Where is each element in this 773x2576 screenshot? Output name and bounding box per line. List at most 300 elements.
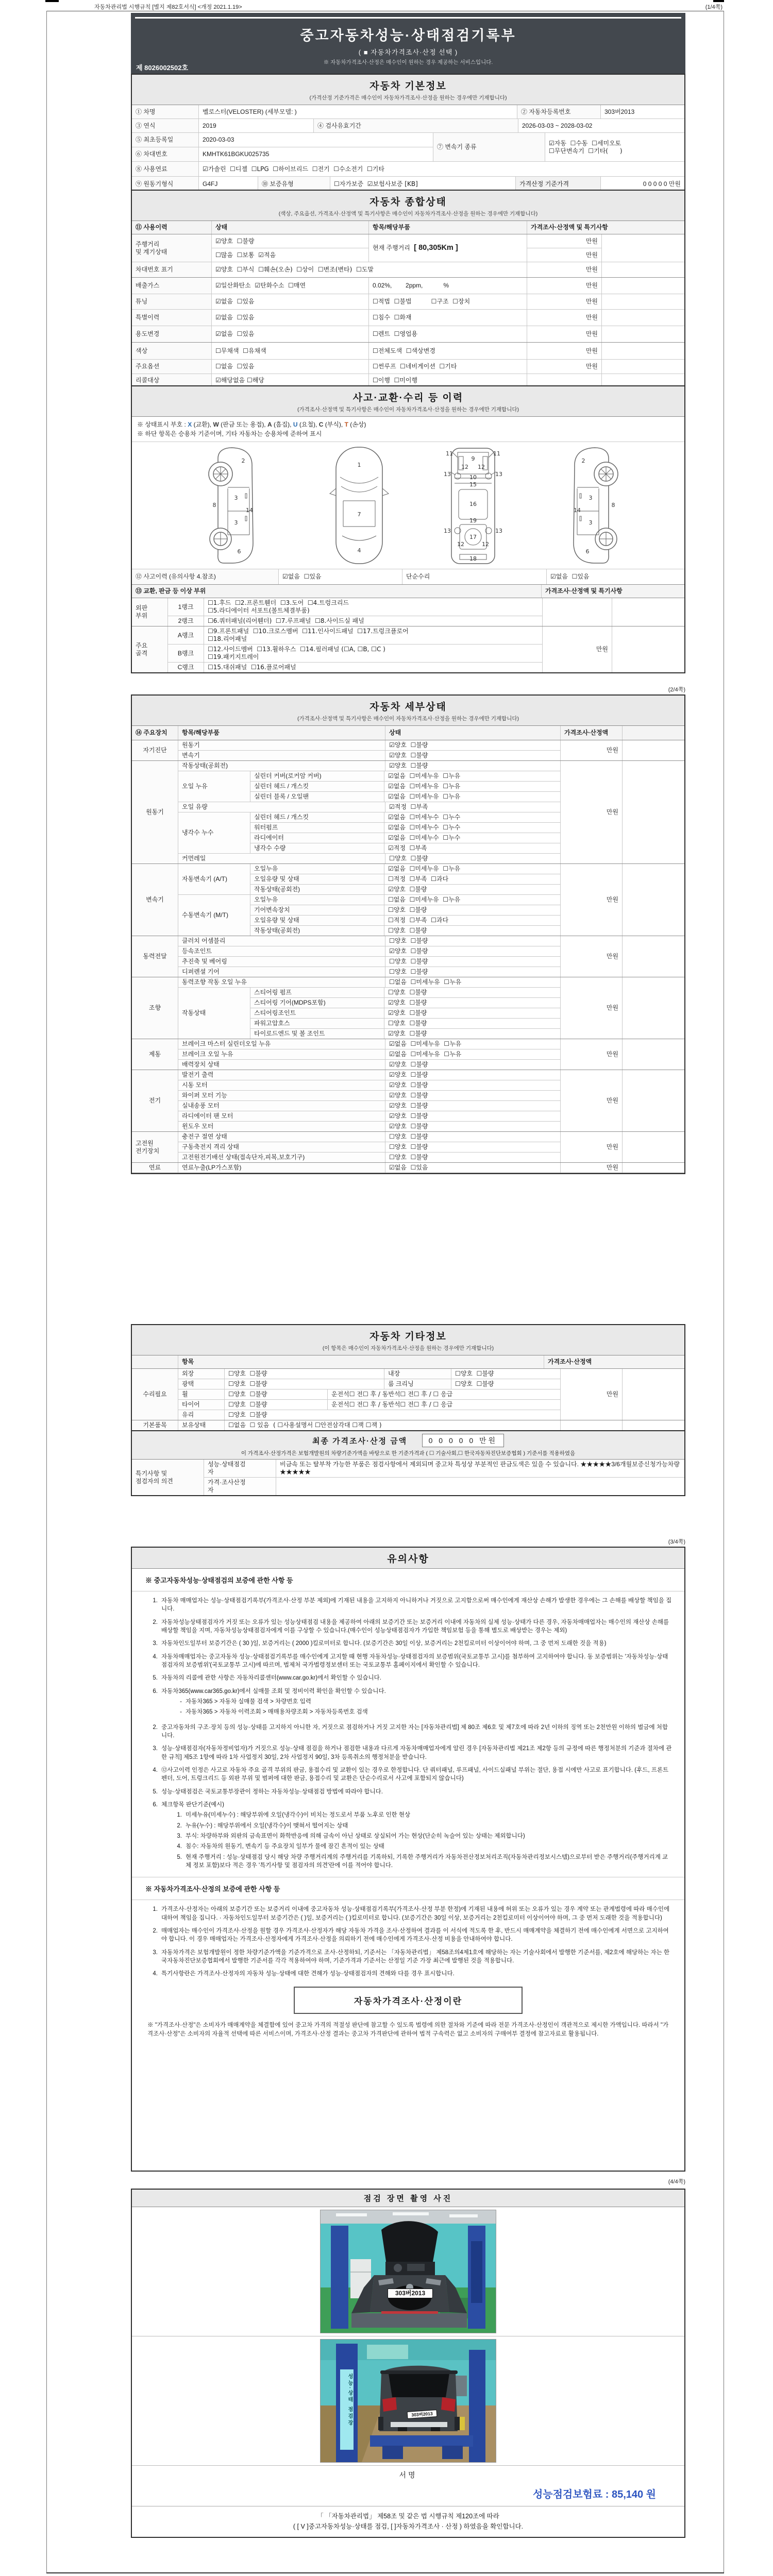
table-row bbox=[132, 343, 684, 360]
checkbox-cell[interactable]: ☐양호 ☐불량 bbox=[225, 1379, 384, 1389]
panel-number: 13 bbox=[495, 471, 502, 478]
checkbox-cell[interactable]: ☐적정 ☐부족 ☐과다 bbox=[388, 875, 449, 883]
notices-title: 유의사항 bbox=[387, 1554, 429, 1565]
left-rule bbox=[46, 11, 47, 2573]
table-row bbox=[132, 133, 684, 162]
table-row bbox=[178, 1101, 560, 1111]
notice-text: 특기사항란은 가격조사·산정자의 자동차 성능·상태에 대한 견해가 성능·상태점검자의 견해와 다를 경우 표시합니다. bbox=[161, 1971, 455, 1977]
checkbox-cell[interactable]: 운전석☐ 전☐ 후 / 동반석☐ 전☐ 후 / ☐ 응급 bbox=[331, 1391, 453, 1398]
cell-val: 2019 bbox=[199, 119, 314, 132]
detail-band bbox=[132, 696, 684, 726]
etc-band bbox=[132, 1325, 684, 1355]
checkbox-cell[interactable]: ☐양호 ☐불량 bbox=[225, 1369, 384, 1379]
cell-glab: 고전원 전기장치 bbox=[132, 1132, 178, 1162]
checkbox-cell[interactable]: ☐이행 ☐미이행 bbox=[369, 374, 527, 386]
table-row bbox=[178, 988, 560, 1039]
cell-subhead: 항목/해당부품 bbox=[369, 221, 527, 234]
notice-subnumber: 5. bbox=[177, 1854, 182, 1860]
notice-subtext: 누유(누수) : 해당부위에서 오일(냉각수)이 맺혀서 떨어지는 상태 bbox=[186, 1822, 348, 1829]
checkbox-cell[interactable]: ☑양호 ☐불량 bbox=[388, 999, 427, 1006]
cell-ilab: B랭크 bbox=[168, 645, 204, 662]
table-row bbox=[178, 1111, 560, 1122]
cell-val: 벨로스터(VELOSTER) (세부모델: ) bbox=[199, 105, 517, 118]
section-photos bbox=[131, 2189, 685, 2538]
notice-subtext: 미세누유(미세누수) : 해당부위에 오일(냉각수)이 비치는 정도로서 부품 노후로 인한 현상 bbox=[186, 1812, 411, 1819]
checkbox-cell[interactable]: ☑없음 ☐미세누유 ☐누유 bbox=[388, 772, 461, 779]
table-row bbox=[132, 278, 684, 294]
checkbox-cell[interactable]: ☑양호 ☐불량 bbox=[389, 1102, 428, 1109]
cell-ilab2: 충전구 절연 상태 bbox=[178, 1132, 385, 1142]
checkbox-cell[interactable]: ☑적정 ☐부족 bbox=[389, 803, 428, 810]
cell-stack bbox=[178, 1132, 561, 1162]
checkbox-cell[interactable]: ☑없음 ☐미세누수 ☐누수 bbox=[388, 834, 461, 841]
notice-text: 성능·상태점검자(자동차정비업자)가 거짓으로 성능·상태 점검을 하거나 점검한 내용과 다르게 자동차매매업자에게 알린 경우 [자동차관리법 제21조 제2항 등의 규정에 따른 행정처분의 기준과 절차에 관한 규칙] 제5조 1항에 따라 1차 사업정지 30일, 2차 사업정지 90일, 3차 등록취소의 행정처분을 받습니다. bbox=[161, 1745, 672, 1760]
table-row bbox=[178, 1389, 560, 1400]
checkbox-cell[interactable]: ☑양호 ☐불량 bbox=[389, 741, 428, 749]
cell-ilab: 2랭크 bbox=[168, 616, 204, 626]
checkbox-cell[interactable]: ☐양호 ☐불량 bbox=[389, 1143, 428, 1150]
checkbox-cell[interactable]: ☑양호 ☐불량 bbox=[389, 762, 428, 769]
table-row bbox=[178, 1039, 560, 1049]
cell-slab: 실린더 헤드 / 개스킷 bbox=[250, 782, 384, 791]
table-row bbox=[250, 812, 560, 823]
cell-price: 만원 bbox=[561, 1039, 623, 1070]
photos-band bbox=[132, 2190, 684, 2207]
notices-band bbox=[132, 1548, 684, 1569]
cell-note bbox=[623, 761, 684, 863]
photo-front-illustration bbox=[321, 2210, 496, 2333]
checkbox-cell[interactable]: ☐1.후드 ☐2.프론트휀더 ☐3.도어 ☐4.트렁크리드 ☐5.라디에이터 서포트(볼트체결부품) bbox=[208, 599, 349, 614]
checkbox-cell[interactable]: ☑양호 ☐불량 bbox=[389, 1112, 428, 1120]
checkbox-cell[interactable]: ☑없음 ☐미세누유 ☐누유 bbox=[389, 1050, 462, 1058]
table-row bbox=[250, 864, 560, 874]
notice-number: 1. bbox=[153, 1598, 158, 1604]
notice-text: 성능·상태점검은 국토교통부장관이 정하는 자동차성능·상태점검 방법에 따라야 합니다. bbox=[161, 1788, 383, 1795]
table-row bbox=[132, 1070, 684, 1132]
cell-stack bbox=[178, 1070, 561, 1131]
price-survey-info-box: 자동차가격조사·산정이란 bbox=[294, 1987, 523, 2014]
cell-ilab: 룸 크리닝 bbox=[384, 1379, 451, 1389]
checkbox-cell[interactable]: ☑양호 ☐불량 bbox=[389, 947, 428, 955]
checkbox-cell[interactable]: ☑양호 ☐불량 bbox=[215, 237, 255, 245]
table-row bbox=[132, 162, 684, 177]
table-row bbox=[204, 1460, 684, 1478]
table-row bbox=[250, 988, 560, 998]
checkbox-cell[interactable]: ☐양호 ☐불량 bbox=[388, 1020, 427, 1027]
cell-ilab2: 원동기 bbox=[178, 740, 385, 750]
checkbox-cell[interactable]: ☑없음 ☐있음 bbox=[212, 310, 369, 326]
panel-number: 16 bbox=[469, 501, 477, 507]
panel-number: 12 bbox=[482, 541, 489, 548]
checkbox-cell[interactable]: ☑양호 ☐불량 bbox=[388, 1030, 427, 1037]
cell-ilab2: 고전원전기배선 상태(접속단자,피복,보호기구) bbox=[178, 1153, 385, 1162]
checkbox-cell[interactable]: ☐12.사이드멤버 ☐13.휠하우스 ☐14.필러패널 (☐A, ☐B, ☐C ) ☐19.패키지트레이 bbox=[208, 646, 385, 660]
table-row bbox=[132, 147, 433, 161]
notice-item bbox=[144, 1618, 672, 1635]
crop-mark-right bbox=[713, 0, 724, 2]
report-note: ※ 자동차가격조사·산정은 매수인이 원하는 경우 제공하는 서비스입니다. bbox=[323, 59, 493, 65]
checkbox-cell[interactable]: ☐양호 ☐불량 bbox=[389, 937, 428, 944]
notice-subitem bbox=[169, 1822, 672, 1830]
cell-glab: 조향 bbox=[132, 977, 178, 1039]
notice-subitem bbox=[169, 1708, 672, 1716]
cell-subhead: 상태 bbox=[385, 726, 561, 740]
section-notices bbox=[131, 1547, 685, 2172]
checkbox-cell[interactable]: ☑양호 ☐불량 bbox=[388, 886, 427, 893]
overall-band bbox=[132, 191, 684, 221]
cell-price: 만원 bbox=[561, 761, 623, 863]
cell-price bbox=[527, 374, 602, 386]
table-row bbox=[212, 248, 368, 262]
car-diagram-svg bbox=[140, 444, 676, 567]
checkbox-cell[interactable]: ☑없음 ☐미세누수 ☐누수 bbox=[388, 824, 461, 831]
table-row bbox=[178, 1163, 560, 1173]
cell-ilab2: 와이퍼 모터 기능 bbox=[178, 1091, 385, 1100]
table-row bbox=[132, 360, 684, 374]
cell-lab: 용도변경 bbox=[132, 326, 212, 342]
checkbox-cell[interactable]: ☐양호 ☐불량 bbox=[389, 1154, 428, 1161]
cell-ilab: 수동변속기 (M/T) bbox=[178, 895, 250, 936]
checkbox-cell[interactable]: ☑양호 ☐불량 bbox=[389, 1123, 428, 1130]
panel-number: 14 bbox=[574, 507, 581, 514]
notice-item bbox=[144, 1687, 672, 1717]
notices-head-1: ※ 중고자동차성능·상태점검의 보증에 관한 사항 등 bbox=[132, 1569, 684, 1591]
table-row bbox=[178, 1080, 560, 1091]
cell-slab: 작동상태(공회전) bbox=[250, 926, 384, 936]
notice-subnumber: 1. bbox=[177, 1812, 182, 1819]
table-row bbox=[527, 248, 601, 262]
notice-number: 4. bbox=[153, 1767, 158, 1773]
cell-note bbox=[602, 262, 684, 277]
checkbox-cell[interactable]: ☐9.프론트패널 ☐10.크로스멤버 ☐11.인사이드패널 ☐17.트렁크플로어 ☐18.리어패널 bbox=[208, 628, 409, 642]
table-row bbox=[132, 726, 684, 740]
notice-text: 자동차365(www.car365.go.kr)에서 실매물 조회 및 정비이력 확인을 확인할 수 있습니다. - 자동차365 > 자동차 실매물 검색 > 차량번호 입력 - 자동차365 > 자동차 이력조회 > 매매용차량조회 > 자동차등록번호 검색 bbox=[161, 1687, 672, 1717]
basic-info-title: 자동차 기본정보 bbox=[369, 81, 447, 92]
cell-lab: ① 차명 bbox=[132, 105, 199, 118]
table-row bbox=[204, 1478, 684, 1495]
cell-subhead bbox=[623, 726, 684, 740]
cell-slab: 기어변속장치 bbox=[250, 905, 384, 915]
checkbox-cell[interactable]: ☐많음 ☐보통 ☑적음 bbox=[215, 251, 276, 259]
table-row bbox=[132, 864, 684, 936]
cell-slab: 스티어링 기어(MDPS포함) bbox=[250, 998, 384, 1008]
checkbox-cell[interactable]: ☐없음 ☐있음 bbox=[212, 360, 369, 374]
table-row bbox=[132, 374, 684, 386]
checkbox-cell[interactable]: ☑없음 ☐있음 bbox=[279, 569, 402, 584]
checkbox-cell[interactable]: ☐렌트 ☐영업용 bbox=[369, 326, 527, 342]
table-row bbox=[250, 998, 560, 1008]
cell-glab: 기본품목 bbox=[132, 1420, 178, 1430]
panel-number: 8 bbox=[611, 502, 615, 509]
etc-title: 자동차 기타정보 bbox=[369, 1331, 447, 1342]
cell-note bbox=[602, 234, 684, 262]
cell-slab: 워터펌프 bbox=[250, 823, 384, 833]
table-row bbox=[250, 1019, 560, 1029]
cell-ilab2: 변속기 bbox=[178, 751, 385, 760]
table-row bbox=[132, 1163, 684, 1173]
accident-history-table bbox=[132, 569, 684, 672]
cell-price: 만원 bbox=[561, 740, 623, 760]
cell-subhead: ⑪ 사용이력 bbox=[132, 221, 212, 234]
table-row bbox=[132, 294, 684, 310]
table-row bbox=[178, 1400, 560, 1410]
checkbox-cell[interactable]: ☑일산화탄소 ☑탄화수소 ☐매연 bbox=[212, 278, 369, 294]
cell-val: 0.02%, 2ppm, % bbox=[369, 278, 527, 294]
final-price-value: 0 0 0 0 0 만원 bbox=[422, 1434, 504, 1447]
checkbox-cell[interactable]: ☐양호 ☐불량 bbox=[228, 1411, 267, 1418]
checkbox-cell[interactable]: ☐적법 ☐불법 ☐구조 ☐장치 bbox=[369, 294, 527, 309]
checkbox-cell[interactable]: ☑양호 ☐불량 bbox=[389, 1071, 428, 1078]
panel-number: 2 bbox=[581, 457, 585, 464]
cell-subhead: 가격조사·산정액 및 특기사항 bbox=[527, 221, 684, 234]
checkbox-cell[interactable]: ☑없음 ☐미세누유 ☐누유 bbox=[389, 1040, 462, 1047]
cell-ilab2: 추진축 및 베어링 bbox=[178, 957, 385, 967]
checkbox-cell[interactable]: ☑양호 ☐불량 bbox=[389, 1081, 428, 1089]
table-row bbox=[250, 1029, 560, 1039]
checkbox-cell[interactable]: ☐양호 ☐불량 bbox=[388, 906, 427, 913]
cell-price: 만원 bbox=[527, 294, 602, 309]
cell-slab: 실린더 블록 / 오일팬 bbox=[250, 792, 384, 802]
history-title: 사고·교환·수리 등 이력 bbox=[352, 393, 464, 403]
cell-stack bbox=[527, 234, 602, 262]
notice-text: 자동차가격은 보험개발원이 정한 차량기준가액을 기준가격으로 조사·산정하되, 기준서는 「자동차관리법」 제58조의4제1호에 해당하는 자는 기술사회에서 발행한 기준서를, 제2호에 해당하는 자는 한국자동차진단보증협회에서 발행한 기준서를 각각 적용하여야 하며, 기준가격과 기준서는 산정일 기준 가장 최근에 발행된 것을 적용합니다. bbox=[161, 1949, 670, 1964]
checkbox-cell[interactable]: ☑가솔린 ☐디젤 ☐LPG ☐하이브리드 ☐전기 ☐수소전기 ☐기타 bbox=[203, 165, 384, 173]
cell-val: 비금속 또는 탈부착 가능한 부품은 점검사항에서 제외되며 중고차 특성상 부분적인 판금도색은 있을 수 있습니다. ★★★★★3/6개월보증신청가능차량★★★★★ bbox=[280, 1461, 680, 1476]
table-row bbox=[178, 761, 560, 771]
checkbox-cell[interactable]: ☐양호 ☐불량 bbox=[455, 1380, 494, 1387]
cell-glab: 변속기 bbox=[132, 864, 178, 936]
panel-number: 13 bbox=[495, 528, 502, 534]
notice-subitem bbox=[169, 1832, 672, 1840]
table-row bbox=[132, 310, 684, 326]
cell-price: 만원 bbox=[561, 1163, 623, 1173]
panel-number: 2 bbox=[241, 457, 245, 464]
cell-lab: 튜닝 bbox=[132, 294, 212, 309]
table-row bbox=[250, 1008, 560, 1019]
checkbox-cell[interactable]: ☐양호 ☐불량 bbox=[388, 927, 427, 934]
table-row bbox=[178, 946, 560, 957]
checkbox-cell[interactable]: ☑해당없음 ☐해당 bbox=[212, 374, 369, 386]
checkbox-cell[interactable]: ☑없음 ☐미세누유 ☐누유 bbox=[388, 793, 461, 800]
checkbox-cell[interactable]: ☐양호 ☐불량 bbox=[388, 989, 427, 996]
cell-price bbox=[543, 598, 612, 626]
cell-ilab: 타이어 bbox=[178, 1400, 225, 1410]
cell-slab: 실린더 커버(로커암 커버) bbox=[250, 771, 384, 781]
cell-price: 만원 bbox=[527, 262, 602, 277]
checkbox-cell[interactable]: ☑없음 ☐있음 bbox=[212, 326, 369, 342]
checkbox-cell[interactable]: ☐자가보증 ☑보험사보증 [KB] bbox=[330, 177, 516, 192]
checkbox-cell[interactable]: ☐양호 ☐불량 bbox=[225, 1389, 328, 1399]
checkbox-cell[interactable]: ☐양호 ☐불량 bbox=[455, 1370, 494, 1377]
checkbox-cell[interactable]: ☑양호 ☐불량 bbox=[389, 752, 428, 759]
table-row bbox=[250, 895, 560, 905]
checkbox-cell[interactable]: ☐15.대쉬패널 ☐16.플로어패널 bbox=[208, 664, 296, 671]
cell-glab: 전기 bbox=[132, 1070, 178, 1131]
section-other-info bbox=[131, 1324, 685, 1496]
notice-number: 1. bbox=[153, 1906, 158, 1913]
cell-price: 만원 bbox=[585, 251, 598, 259]
notice-subnumber: 4. bbox=[177, 1843, 182, 1850]
cell-note bbox=[612, 626, 684, 672]
cell-ilab: 유리 bbox=[178, 1410, 225, 1420]
panel-number: 1 bbox=[357, 462, 361, 468]
notice-number: 2. bbox=[153, 1724, 158, 1731]
notice-text: 자동차의 리콜에 관한 사항은 자동차리콜센터(www.car.go.kr)에서 확인할 수 있습니다. bbox=[161, 1675, 381, 1682]
cell-ilab: 자동변속기 (A/T) bbox=[178, 864, 250, 894]
checkbox-cell[interactable]: ☐없음 ☐미세누유 ☐누유 bbox=[388, 896, 461, 903]
history-subtitle: (가격조사·산정액 및 특기사항은 매수인이 자동차가격조사·산정을 원하는 경우에만 기재합니다) bbox=[297, 406, 519, 413]
table-row bbox=[132, 761, 684, 864]
cell-ilab: 외장 bbox=[178, 1369, 225, 1379]
checkbox-cell[interactable]: ☑없음 ☐있음 bbox=[389, 1164, 428, 1171]
notice-text: 자동차매매업자는 중고자동차 성능·상태점검기록부를 매수인에게 고지할 때 현행 자동차성능·상태점검자의 보증범위(국토교통부 고시)를 첨부하여 고지하여야 합니다. 동 보증범위는 '자동차성능·상태점검자의 보증범위'(국토교통부 고시)에 따르며, 법제처 국가법령정보센터 또는 국토교통부 홈페이지에서 확인할 수 있습니다. bbox=[161, 1653, 668, 1668]
table-row bbox=[178, 1122, 560, 1131]
cell-note bbox=[602, 278, 684, 294]
checkbox-cell[interactable]: ☑적정 ☐부족 bbox=[388, 844, 427, 852]
notice-number: 4. bbox=[153, 1971, 158, 1977]
final-price-band bbox=[132, 1430, 684, 1460]
checkbox-cell[interactable]: ☐무채색 ☐유채색 bbox=[212, 343, 369, 359]
table-row bbox=[178, 977, 560, 988]
cell-ilab2: 발전기 출력 bbox=[178, 1070, 385, 1080]
notice-number: 6. bbox=[153, 1801, 158, 1808]
checkbox-cell[interactable]: ☐없음 ☐미세누유 ☐누유 bbox=[389, 978, 462, 986]
license-plate-rear: 303버2013 bbox=[407, 2410, 438, 2419]
checkbox-cell[interactable]: ☐전체도색 ☐색상변경 bbox=[369, 343, 527, 359]
checkbox-cell[interactable]: ☐양호 ☐불량 bbox=[389, 968, 428, 975]
table-row bbox=[168, 645, 542, 663]
cell-price: 만원 bbox=[561, 1369, 623, 1420]
cell-subhead: ⑭ 주요장치 bbox=[132, 726, 178, 740]
panel-number: 3 bbox=[234, 519, 238, 526]
cell-ilab2: 작동상태(공회전) bbox=[178, 761, 385, 771]
table-row bbox=[132, 262, 684, 278]
cell-price: 만원 bbox=[561, 977, 623, 1039]
cell-lab: 주요옵션 bbox=[132, 360, 212, 374]
cell-glab: 제동 bbox=[132, 1039, 178, 1070]
table-row bbox=[178, 812, 560, 854]
cell-glab: 특기사항 및 점검자의 의견 bbox=[132, 1460, 204, 1495]
cell-note bbox=[623, 977, 684, 1039]
section-detail-condition bbox=[131, 694, 685, 1174]
checkbox-cell[interactable]: ☐없음 ☐ 있음 ( ☐사용설명서 ☐안전삼각대 ☐잭 ☐잭 ) bbox=[228, 1421, 382, 1429]
panel-number: 3 bbox=[589, 495, 593, 501]
cell-subhead: 가격조사·산정액 bbox=[544, 1355, 684, 1368]
notice-item bbox=[144, 1674, 672, 1682]
checkbox-cell[interactable]: ☑양호 ☐불량 bbox=[389, 1061, 428, 1068]
table-row bbox=[178, 1369, 560, 1379]
cell-ilab2: 배력장치 상태 bbox=[178, 1060, 385, 1070]
basic-info-subtitle: (가격산정 기준가격은 매수인이 자동차가격조사·산정을 원하는 경우에만 기재합니다) bbox=[309, 95, 507, 101]
checkbox-cell[interactable]: ☑양호 ☐부식 ☐훼손(오손) ☐상이 ☐변조(변타) ☐도말 bbox=[212, 262, 527, 277]
checkbox-cell[interactable]: ☑양호 ☐불량 bbox=[389, 1092, 428, 1099]
table-row bbox=[132, 221, 684, 234]
notice-number: 6. bbox=[153, 1688, 158, 1694]
cell-stack bbox=[250, 988, 560, 1039]
cell-note bbox=[623, 1163, 684, 1173]
checkbox-cell[interactable]: ☐6.쿼터패널(리어휀더) ☐7.루프패널 ☐8.사이드실 패널 bbox=[208, 617, 364, 624]
signature-area[interactable] bbox=[132, 2466, 684, 2506]
cell-lab: 특별이력 bbox=[132, 310, 212, 326]
table-row bbox=[178, 1379, 560, 1389]
table-row bbox=[132, 1039, 684, 1070]
notice-number: 2. bbox=[153, 1927, 158, 1934]
checkbox-cell[interactable]: 운전석☐ 전☐ 후 / 동반석☐ 전☐ 후 / ☐ 응급 bbox=[331, 1401, 453, 1408]
checkbox-cell[interactable]: ☑없음 ☐있음 bbox=[212, 294, 369, 309]
cell-lab: 색상 bbox=[132, 343, 212, 359]
table-row bbox=[250, 833, 560, 843]
checkbox-cell[interactable]: ☐양호 ☐불량 bbox=[225, 1400, 328, 1410]
notices-list-1 bbox=[132, 1591, 684, 1717]
cell-ilab2: 브레이크 마스터 실린더오일 누유 bbox=[178, 1039, 385, 1049]
cell-price: 만원 bbox=[561, 864, 623, 936]
checkbox-cell[interactable]: ☐적정 ☐부족 ☐과다 bbox=[388, 917, 449, 924]
checkbox-cell[interactable]: ☐양호 ☐불량 bbox=[389, 958, 428, 965]
cell-val: 2026-03-03 ~ 2028-03-02 bbox=[522, 122, 593, 129]
cell-ilab: 냉각수 누수 bbox=[178, 812, 250, 853]
cell-subhead: 상태 bbox=[212, 221, 369, 234]
checkbox-cell[interactable]: ☐양호 ☐불량 bbox=[389, 855, 428, 862]
cell-glab: 원동기 bbox=[132, 761, 178, 863]
cell-ilab2: 오일 유량 bbox=[178, 802, 385, 812]
checkbox-cell[interactable]: ☐썬루프 ☐네비게이션 ☐기타 bbox=[369, 360, 527, 374]
table-row bbox=[178, 967, 560, 977]
panel-number: 10 bbox=[469, 474, 477, 481]
cell-stack bbox=[250, 812, 560, 853]
cell-lab: ② 자동차등록번호 bbox=[517, 105, 601, 118]
cell-stack bbox=[250, 895, 560, 936]
checkbox-cell[interactable]: ☑양호 ☐불량 bbox=[388, 1009, 427, 1016]
cell-subhead: ⑬ 교환, 판금 등 이상 부위 bbox=[132, 585, 542, 598]
cell-glab: 자기진단 bbox=[132, 740, 178, 760]
report-title: 중고자동차성능·상태점검기록부 bbox=[300, 28, 516, 43]
checkbox-cell[interactable]: ☑없음 ☐미세누유 ☐누유 bbox=[388, 783, 461, 790]
cell-lab: ⑧ 사용연료 bbox=[132, 162, 199, 176]
cell-ilab: 가격·조사산정 자 bbox=[204, 1478, 276, 1495]
cell-note bbox=[623, 864, 684, 936]
cell-lab: ⑦ 변속기 종류 bbox=[433, 133, 545, 161]
checkbox-cell[interactable]: ☐양호 ☐불량 bbox=[389, 1133, 428, 1140]
table-row bbox=[178, 957, 560, 967]
panel-number: 9 bbox=[471, 455, 475, 462]
checkbox-cell[interactable]: ☑없음 ☐미세누수 ☐누수 bbox=[388, 814, 461, 821]
checkbox-cell[interactable]: ☐침수 ☐화재 bbox=[369, 310, 527, 326]
cell-ilab: C랭크 bbox=[168, 663, 204, 672]
table-row bbox=[178, 1420, 560, 1430]
table-row bbox=[250, 782, 560, 792]
table-row bbox=[250, 916, 560, 926]
lift-post-label: 성능·상태 점검장 bbox=[347, 2374, 352, 2427]
table-row bbox=[132, 598, 684, 626]
checkbox-cell[interactable]: ☑없음 ☐있음 bbox=[550, 573, 590, 580]
checkbox-cell[interactable]: ☑자동 ☐수동 ☐세미오토 ☐무단변속기 ☐기타( ) bbox=[549, 139, 623, 155]
bottom-rule bbox=[46, 2572, 724, 2573]
cell-stack bbox=[250, 771, 560, 802]
cell-lab: 주행거리 및 계기상태 bbox=[132, 234, 212, 262]
cell-slab: 오일누유 bbox=[250, 895, 384, 905]
cell-lab: ⑫ 사고이력 (유의사항 4.참조) bbox=[132, 569, 279, 584]
cell-note bbox=[602, 343, 684, 359]
checkbox-cell[interactable]: ☑없음 ☐미세누유 ☐누유 bbox=[388, 865, 461, 872]
cell-subhead bbox=[132, 1355, 178, 1368]
panel-number: 12 bbox=[457, 541, 464, 548]
cell-note bbox=[623, 1369, 684, 1420]
cell-ilab2: 실내송풍 모터 bbox=[178, 1101, 385, 1111]
cell-glab: 동력전달 bbox=[132, 936, 178, 977]
cell-ilab2: 디퍼렌셜 기어 bbox=[178, 967, 385, 977]
table-row bbox=[250, 823, 560, 833]
table-row bbox=[168, 626, 542, 645]
